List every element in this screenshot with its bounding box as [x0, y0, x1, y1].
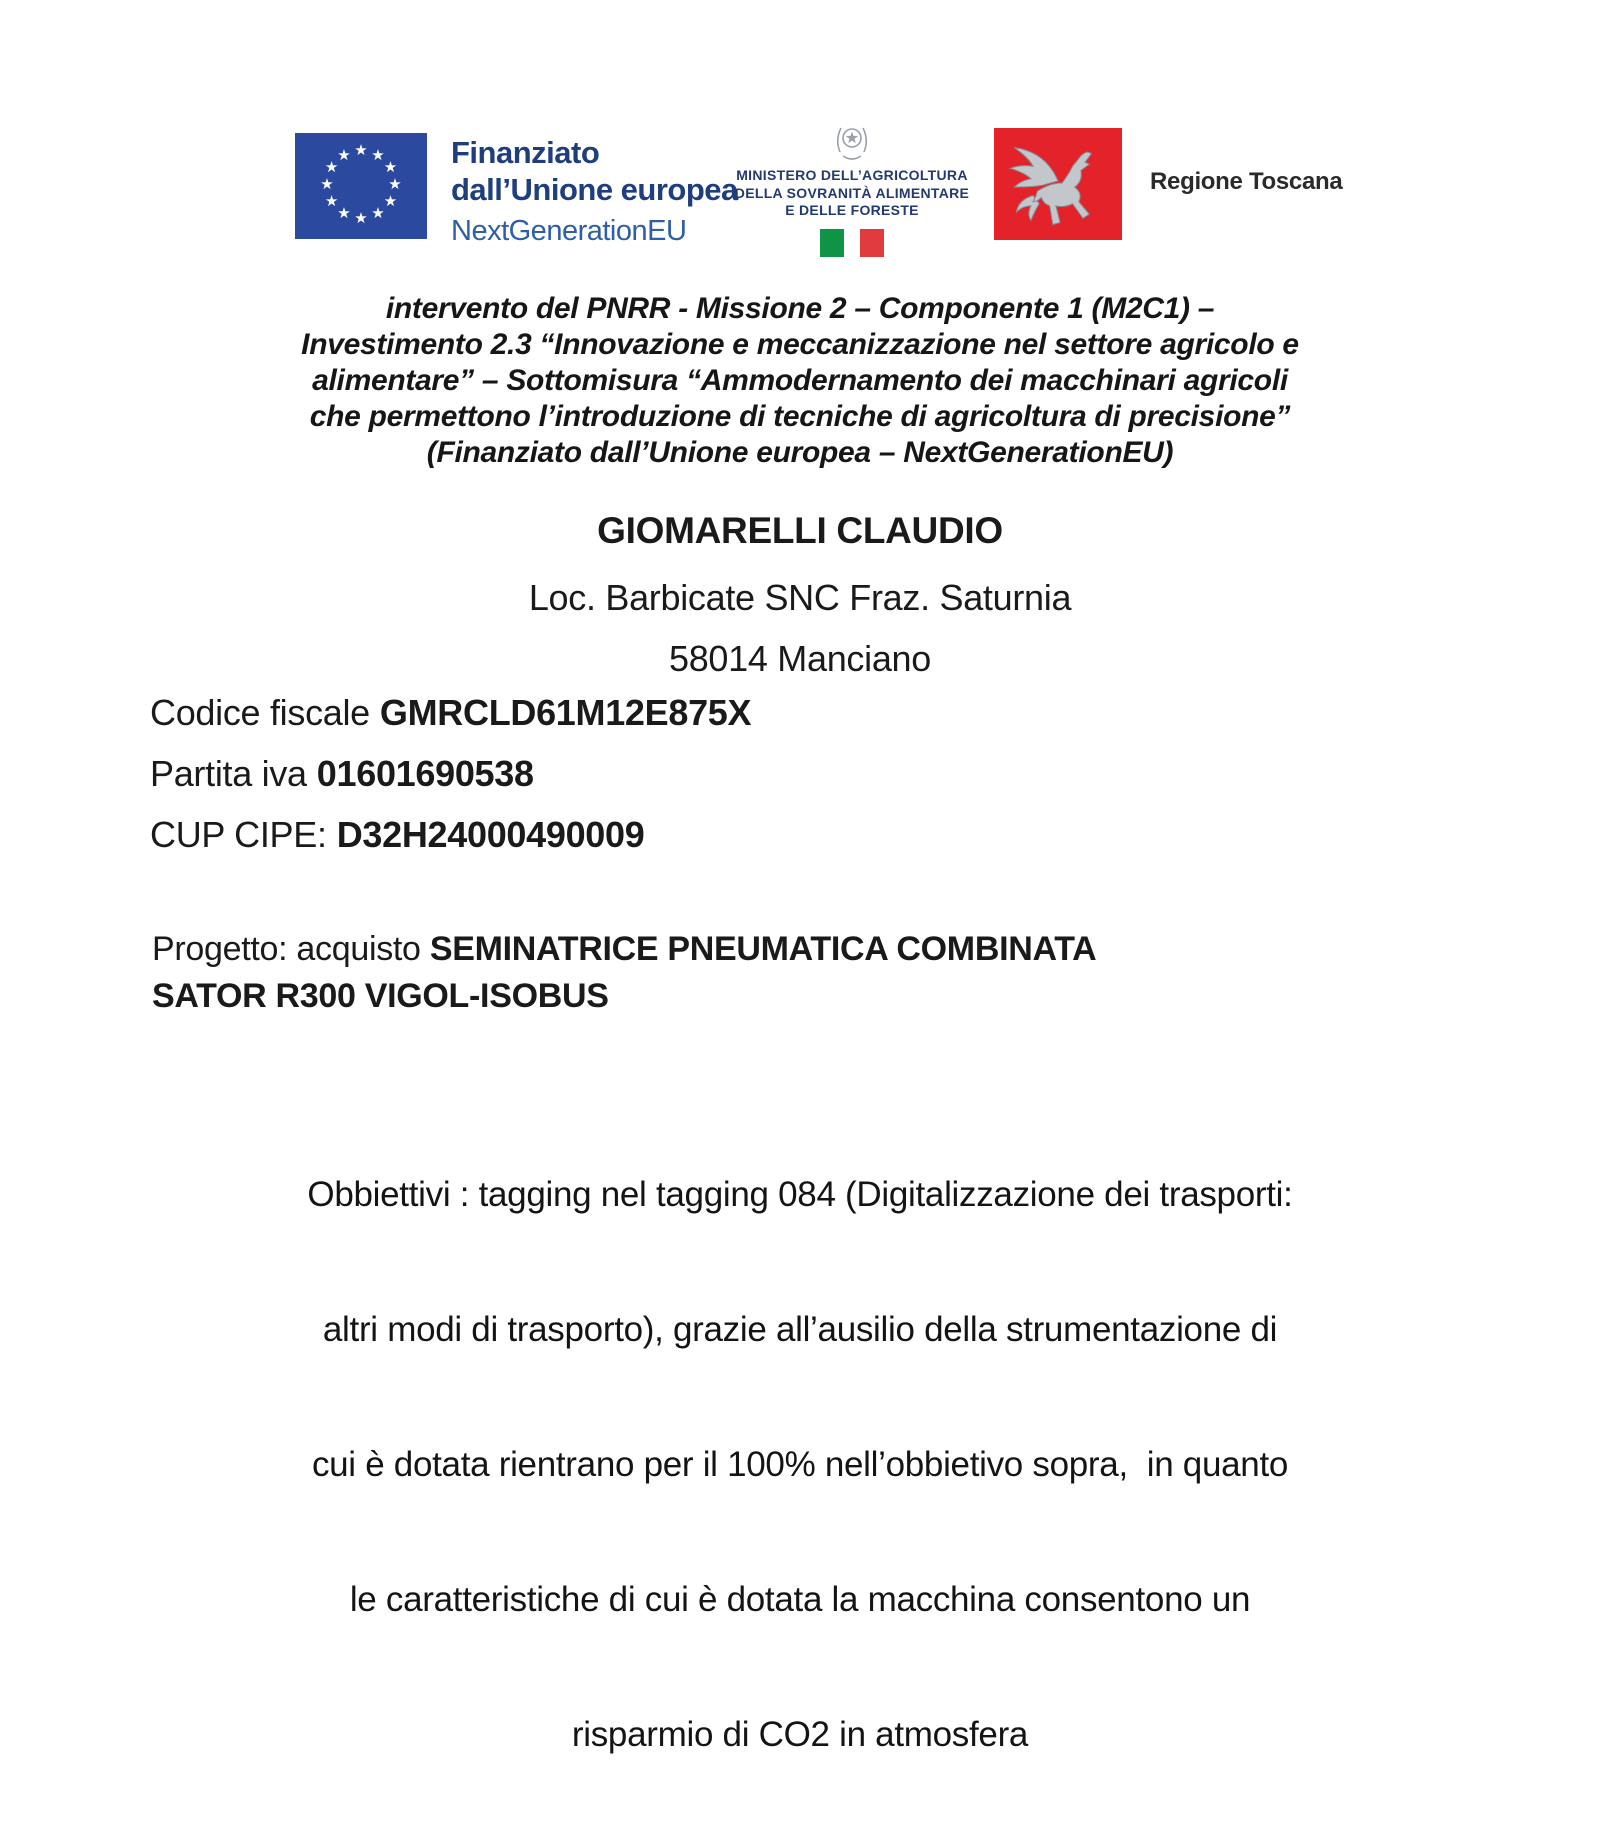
objectives-line-5: risparmio di CO2 in atmosfera	[571, 1715, 1029, 1754]
ministry-logo	[712, 118, 992, 257]
intervento-line-3: alimentare” – Sottomisura “Ammodernamento dei macchinari agricoli	[312, 364, 1288, 397]
ministry-name-line2: DELLA SOVRANITÀ ALIMENTARE	[734, 184, 970, 201]
italy-flag-green	[820, 229, 844, 257]
eu-funding-line2: dall’Unione europea	[451, 172, 738, 207]
objectives-line-4: le caratteristiche di cui è dotata la macchina consentono un	[349, 1580, 1251, 1619]
intervento-line-1: intervento del PNRR - Missione 2 – Componente 1 (M2C1) –	[385, 292, 1215, 325]
pegasus-icon	[1006, 137, 1110, 231]
beneficiary-address-line1: Loc. Barbicate SNC Fraz. Saturnia	[528, 577, 1072, 618]
intervento-line-4: che permettono l’introduzione di tecniche di agricoltura di precisione”	[309, 400, 1291, 433]
eu-funding-line1: Finanziato	[451, 135, 600, 170]
eu-funding-text	[451, 133, 738, 248]
project-description	[152, 926, 1096, 1020]
beneficiary-name: GIOMARELLI CLAUDIO	[597, 510, 1003, 551]
project-line-1	[152, 926, 1096, 973]
italy-flag-white	[844, 229, 860, 257]
nextgenerationeu-label: NextGenerationEU	[451, 215, 687, 247]
project-label: Progetto: acquisto	[152, 930, 421, 968]
cup-cipe-label: CUP CIPE:	[150, 814, 327, 855]
pnrr-intervention-heading	[80, 291, 1520, 471]
objectives-line-1: Obbiettivi : tagging nel tagging 084 (Digitalizzazione dei trasporti:	[307, 1175, 1293, 1214]
codice-fiscale-label: Codice fiscale	[150, 692, 370, 733]
fiscal-identifiers	[150, 694, 751, 877]
beneficiary-address-line2: 58014 Manciano	[668, 638, 931, 679]
intervento-line-5: (Finanziato dall’Unione europea – NextGenerationEU)	[426, 436, 1174, 469]
eu-flag-icon: ★ ★ ★ ★ ★ ★ ★ ★ ★ ★ ★ ★	[295, 133, 427, 239]
project-name-line2: SATOR R300 VIGOL-ISOBUS	[152, 977, 609, 1015]
partita-iva-row	[150, 755, 751, 793]
cup-cipe-value: D32H24000490009	[336, 814, 645, 855]
partita-iva-label: Partita iva	[150, 753, 307, 794]
objectives-line-3: cui è dotata rientrano per il 100% nell’obbietivo sopra, in quanto	[311, 1445, 1289, 1484]
italy-flag-red	[860, 229, 884, 257]
codice-fiscale-row	[150, 694, 751, 732]
project-name-line1: SEMINATRICE PNEUMATICA COMBINATA	[429, 930, 1097, 968]
toscana-red-box	[994, 128, 1122, 240]
intervento-line-2: Investimento 2.3 “Innovazione e meccanizzazione nel settore agricolo e	[301, 328, 1299, 361]
objectives-paragraph	[70, 1082, 1530, 1847]
ministry-name-line1: MINISTERO DELL’AGRICOLTURA	[736, 167, 968, 183]
codice-fiscale-value: GMRCLD61M12E875X	[379, 692, 752, 733]
cup-cipe-row	[150, 816, 751, 854]
ministry-name-line3: E DELLE FORESTE	[785, 202, 919, 218]
objectives-line-2: altri modi di trasporto), grazie all’ausilio della strumentazione di	[322, 1310, 1278, 1349]
toscana-label: Regione Toscana	[1150, 168, 1343, 195]
italy-flag-icon	[820, 229, 884, 257]
italy-state-emblem-icon	[831, 118, 873, 166]
eu-funding-logo	[295, 133, 738, 248]
partita-iva-value: 01601690538	[316, 753, 534, 794]
regione-toscana-logo	[994, 128, 1342, 240]
